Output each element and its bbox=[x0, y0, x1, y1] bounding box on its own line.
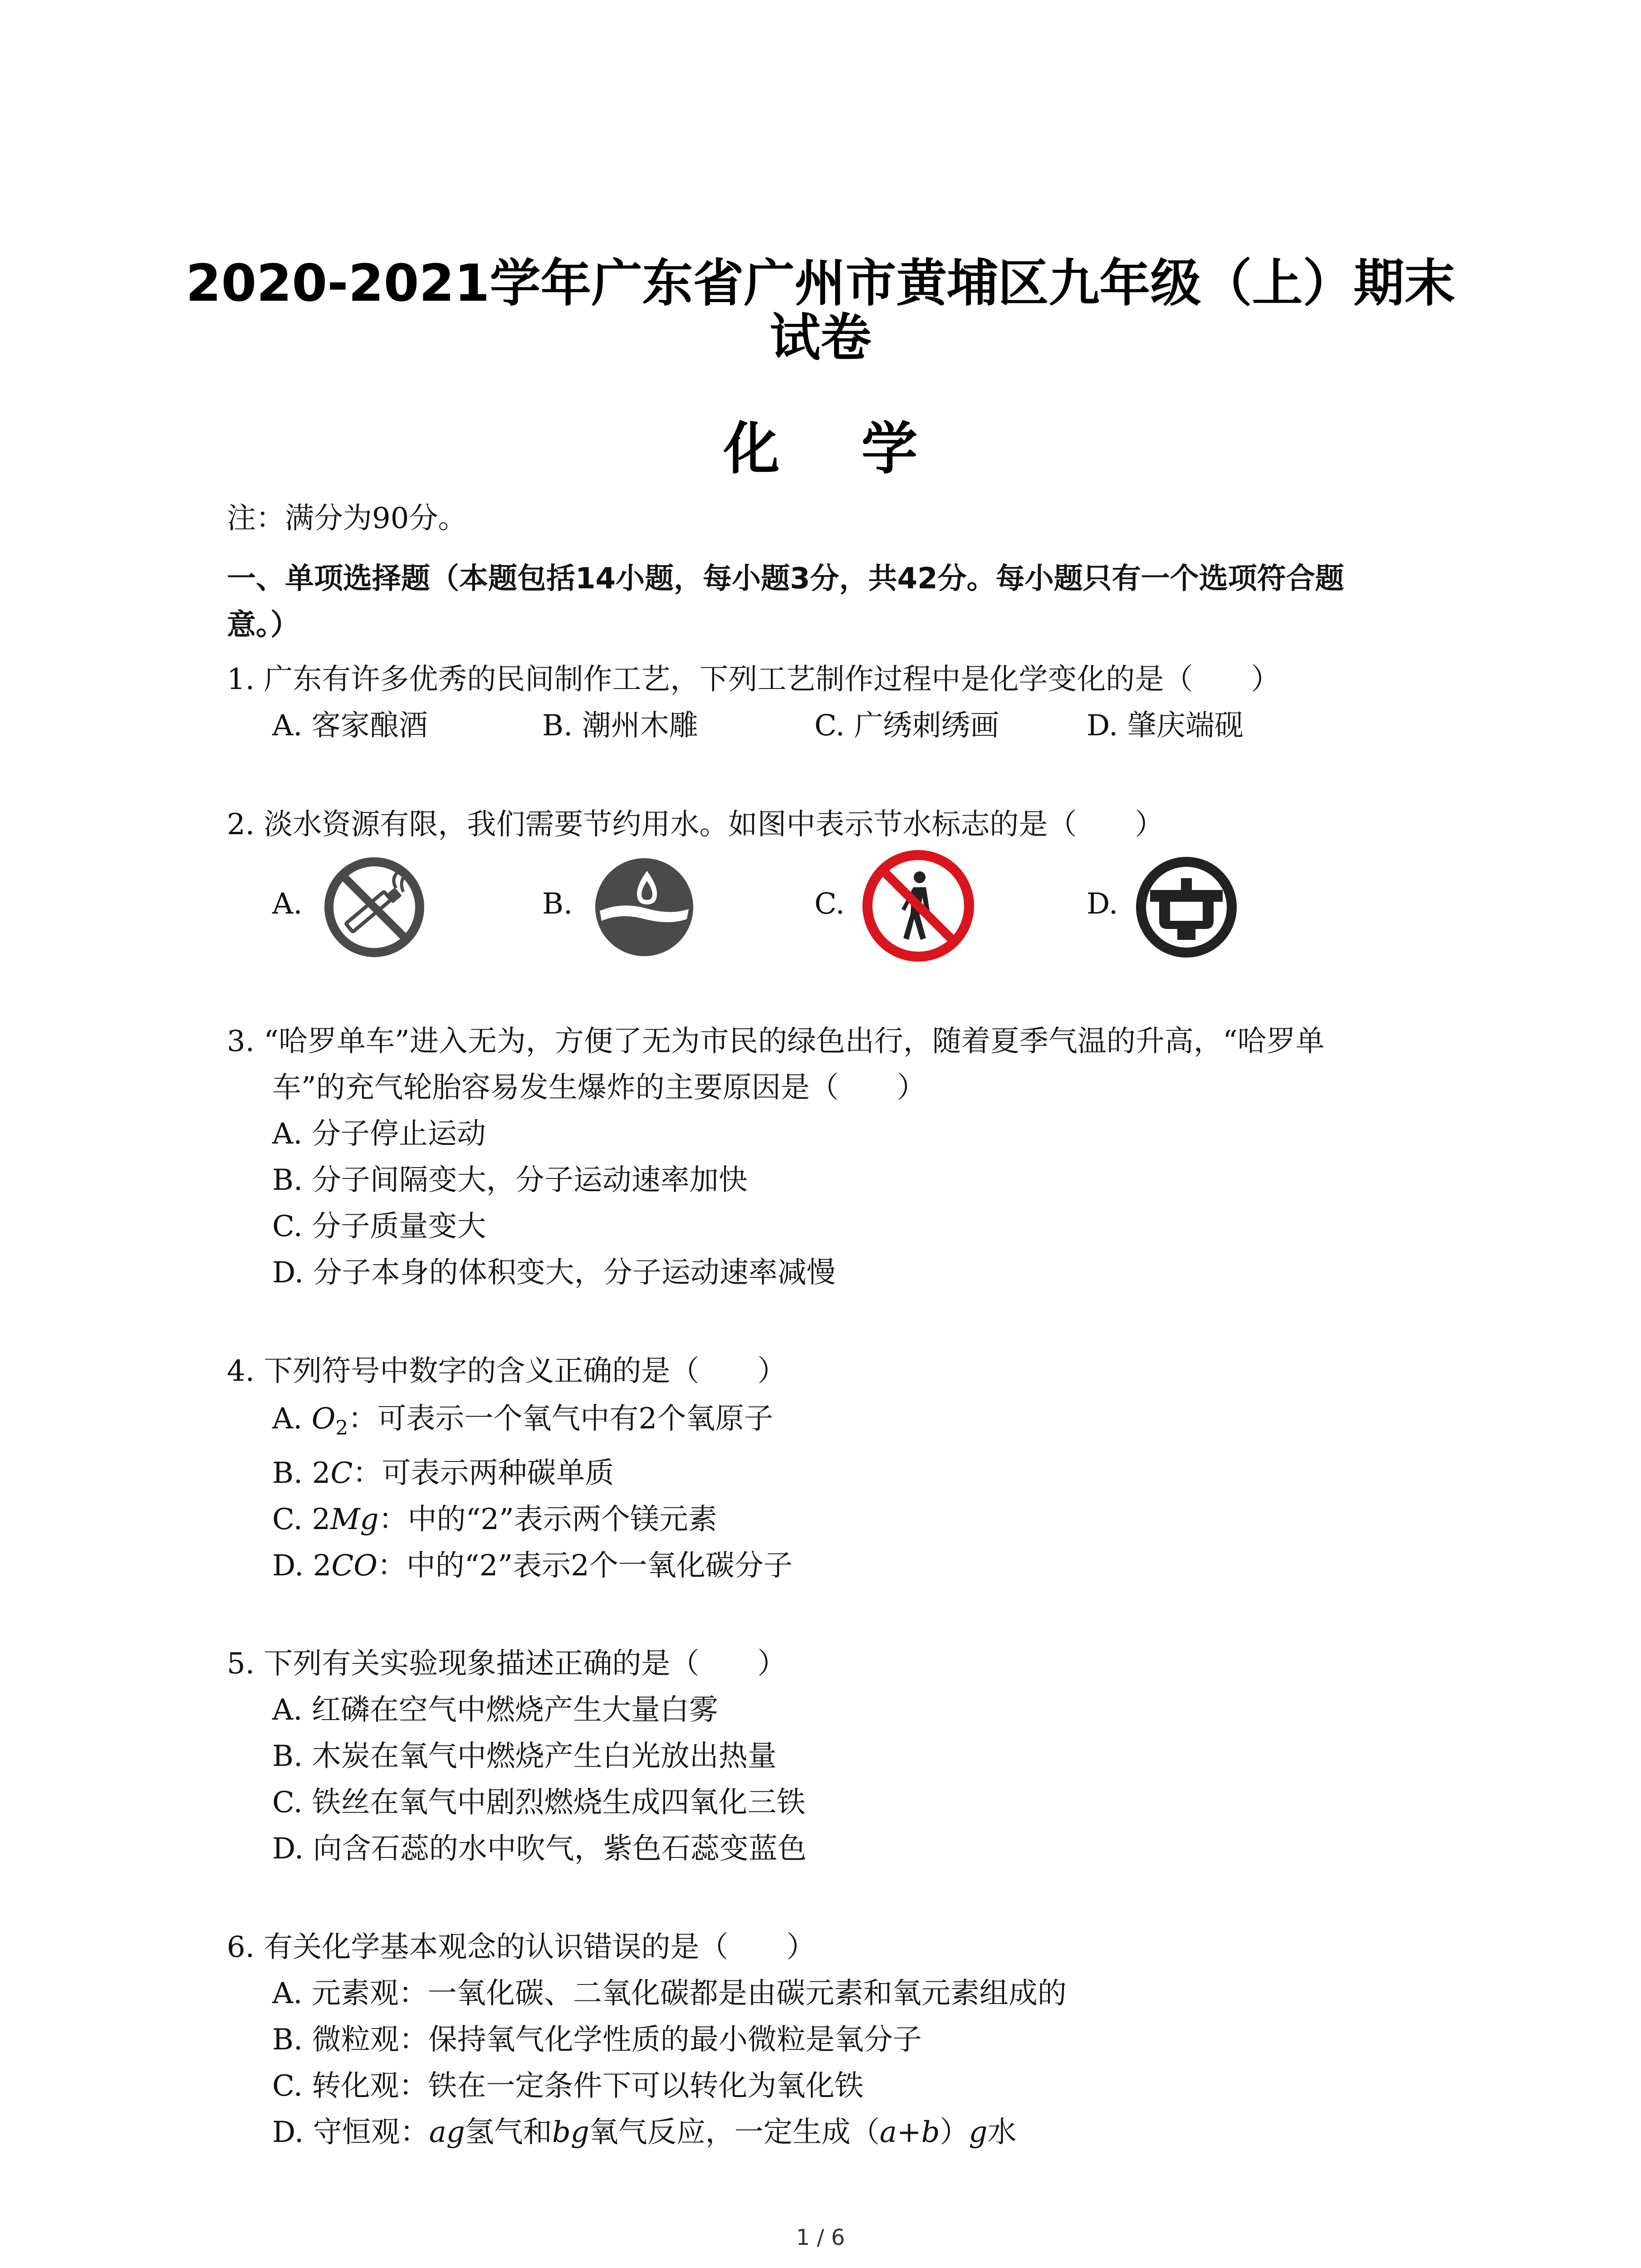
no-smoking-icon bbox=[320, 853, 429, 962]
question-6-option-b: B. 微粒观：保持氧气化学性质的最小微粒是氧分子 bbox=[272, 2023, 922, 2057]
question-2-label-a: A. bbox=[272, 887, 303, 921]
oxygen-symbol: O bbox=[311, 1402, 336, 1436]
option-a-prefix: A. bbox=[272, 1402, 312, 1436]
option-d-prefix: D. 2 bbox=[272, 1549, 332, 1583]
carbon-monoxide-symbol: CO bbox=[331, 1549, 377, 1583]
subject-title: 化学 bbox=[723, 416, 999, 482]
option-d-text-2: 氧气反应，一定生成（ bbox=[589, 2116, 880, 2149]
option-c-prefix: C. 2 bbox=[272, 1503, 331, 1536]
question-2-label-c: C. bbox=[814, 887, 845, 921]
section-heading-line2: 意。） bbox=[227, 608, 299, 642]
option-d-text: ：中的“2”表示2个一氧化碳分子 bbox=[377, 1549, 793, 1583]
question-6-option-a: A. 元素观：一氧化碳、二氧化碳都是由碳元素和氧元素组成的 bbox=[272, 1977, 1067, 2010]
exam-title: 2020-2021学年广东省广州市黄埔区九年级（上）期末 bbox=[186, 254, 1455, 313]
section-heading: 一、单项选择题（本题包括14小题，每小题3分，共42分。每小题只有一个选项符合题 bbox=[227, 562, 1344, 596]
option-d-text-4: 水 bbox=[987, 2116, 1017, 2149]
question-1-option-c: C. 广绣刺绣画 bbox=[814, 709, 999, 743]
option-b-text: ：可表示两种碳单质 bbox=[353, 1457, 614, 1490]
mass-sum: a+b bbox=[879, 2116, 940, 2149]
question-6-option-d bbox=[272, 2111, 1017, 2154]
question-4-option-b bbox=[272, 1452, 614, 1495]
option-d-prefix: D. 守恒观： bbox=[272, 2116, 429, 2149]
mass-b: bg bbox=[552, 2116, 589, 2149]
score-note: 注：满分为90分。 bbox=[227, 502, 467, 535]
question-5-option-a: A. 红磷在空气中燃烧产生大量白雾 bbox=[272, 1693, 718, 1727]
question-1-option-d: D. 肇庆端砚 bbox=[1087, 709, 1244, 743]
question-2-label-d: D. bbox=[1087, 887, 1118, 921]
oxygen-subscript: 2 bbox=[335, 1416, 348, 1440]
question-6-option-c: C. 转化观：铁在一定条件下可以转化为氧化铁 bbox=[272, 2069, 864, 2103]
question-3-option-d: D. 分子本身的体积变大，分子运动速率减慢 bbox=[272, 1256, 836, 1290]
question-4-option-c bbox=[272, 1498, 717, 1541]
question-4-stem: 4. 下列符号中数字的含义正确的是（ ） bbox=[227, 1354, 787, 1388]
question-1-option-a: A. 客家酿酒 bbox=[272, 709, 428, 743]
option-d-text-3: ） bbox=[940, 2116, 969, 2149]
option-a-text: ：可表示一个氧气中有2个氧原子 bbox=[348, 1402, 774, 1436]
question-3-stem-line2: 车”的充气轮胎容易发生爆炸的主要原因是（ ） bbox=[272, 1071, 926, 1105]
page-number: 1 / 6 bbox=[796, 2225, 845, 2250]
question-1-stem: 1. 广东有许多优秀的民间制作工艺，下列工艺制作过程中是化学变化的是（ ） bbox=[227, 663, 1280, 696]
question-2-label-b: B. bbox=[542, 887, 573, 921]
magnesium-symbol: Mg bbox=[330, 1503, 379, 1536]
question-2-stem: 2. 淡水资源有限，我们需要节约用水。如图中表示节水标志的是（ ） bbox=[227, 808, 1164, 841]
option-d-text-1: 氢气和 bbox=[465, 2116, 552, 2149]
question-4-option-d bbox=[272, 1544, 793, 1588]
question-3-stem: 3. “哈罗单车”进入无为，方便了无为市民的绿色出行，随着夏季气温的升高，“哈罗单 bbox=[227, 1025, 1325, 1058]
option-b-prefix: B. 2 bbox=[272, 1457, 331, 1490]
question-3-option-c: C. 分子质量变大 bbox=[272, 1210, 486, 1243]
carbon-symbol: C bbox=[330, 1457, 353, 1490]
question-4-option-a bbox=[272, 1397, 773, 1450]
question-3-option-a: A. 分子停止运动 bbox=[272, 1117, 486, 1151]
question-5-option-c: C. 铁丝在氧气中剧烈燃烧生成四氧化三铁 bbox=[272, 1786, 806, 1819]
mass-a: ag bbox=[429, 2116, 465, 2149]
water-saving-icon bbox=[590, 853, 699, 962]
no-pedestrian-icon bbox=[860, 847, 977, 964]
question-5-option-d: D. 向含石蕊的水中吹气，紫色石蕊变蓝色 bbox=[272, 1832, 807, 1866]
exam-title-line2: 试卷 bbox=[769, 308, 872, 367]
recycling-logo-icon bbox=[1132, 853, 1241, 962]
question-6-stem: 6. 有关化学基本观念的认识错误的是（ ） bbox=[227, 1931, 816, 1964]
option-c-text: ：中的“2”表示两个镁元素 bbox=[378, 1503, 717, 1536]
question-1-option-b: B. 潮州木雕 bbox=[542, 709, 698, 743]
question-5-option-b: B. 木炭在氧气中燃烧产生白光放出热量 bbox=[272, 1740, 777, 1773]
gram-unit: g bbox=[969, 2116, 988, 2149]
question-3-option-b: B. 分子间隔变大，分子运动速率加快 bbox=[272, 1163, 748, 1197]
question-5-stem: 5. 下列有关实验现象描述正确的是（ ） bbox=[227, 1647, 787, 1681]
